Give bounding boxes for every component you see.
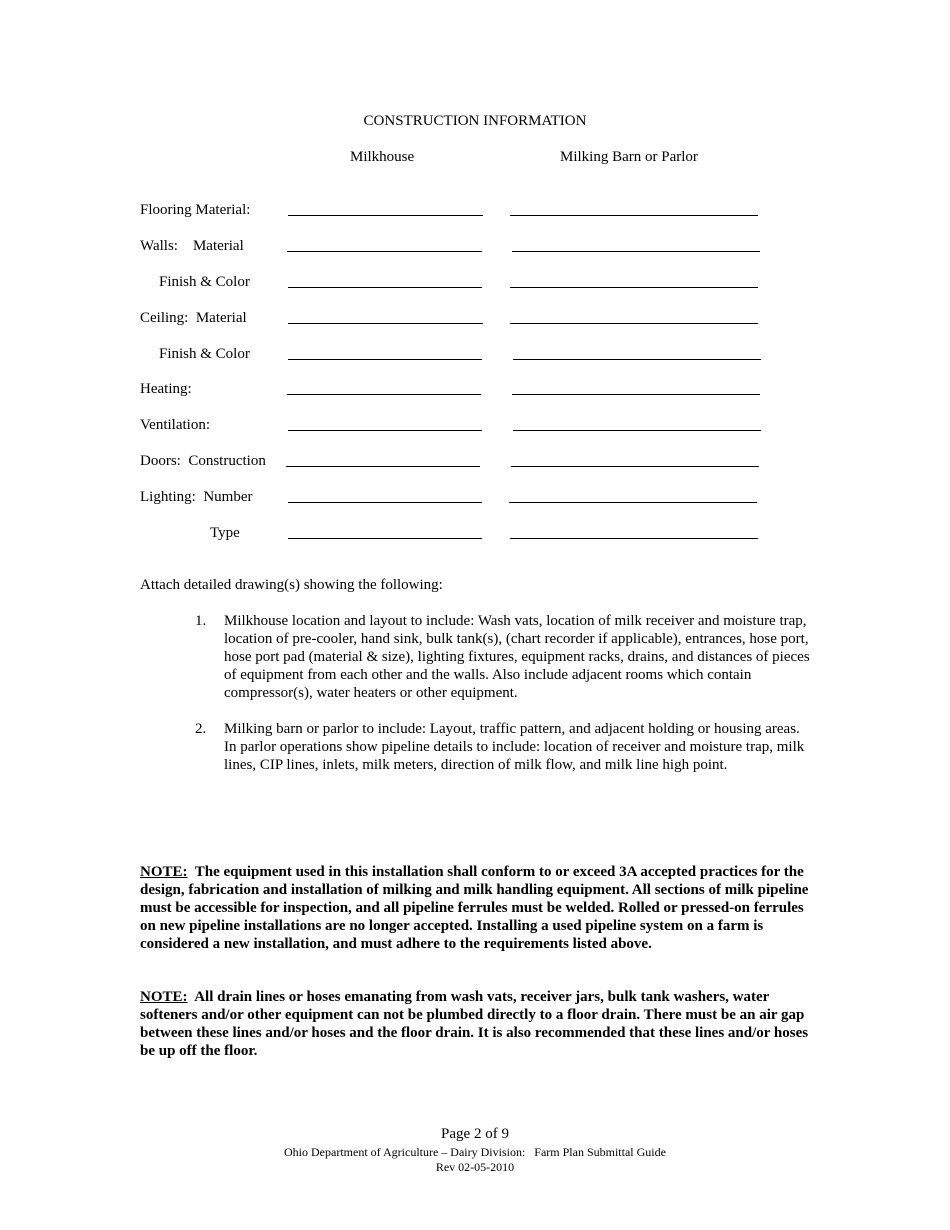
footer-organization: Ohio Department of Agriculture – Dairy Division: Farm Plan Submittal Guide xyxy=(284,1145,666,1159)
row-label-doors-construction: Doors: Construction xyxy=(140,453,266,469)
parlor-ventilation-field[interactable] xyxy=(513,430,761,431)
footer-revision: Rev 02-05-2010 xyxy=(435,1160,515,1174)
parlor-flooring-field[interactable] xyxy=(510,215,758,216)
row-label-ceiling-finish: Finish & Color xyxy=(159,346,250,362)
milkhouse-ventilation-field[interactable] xyxy=(288,430,482,431)
milkhouse-lighting-number-field[interactable] xyxy=(288,502,482,503)
column-header-parlor: Milking Barn or Parlor xyxy=(560,149,698,165)
note-pipeline-standards xyxy=(140,863,810,953)
note-text: All drain lines or hoses emanating from wash vats, receiver jars, bulk tank washers, water softeners and/or other equipment can not be plumbed directly to a floor drain. There must be an air gap between these lines and/or hoses and the floor drain. It is also recommended that these lines and/or hoses be up off the floor. xyxy=(140,989,809,1059)
parlor-ceiling-finish-field[interactable] xyxy=(513,359,761,360)
drawing-requirements-list xyxy=(195,612,815,792)
milkhouse-lighting-type-field[interactable] xyxy=(288,538,482,539)
milkhouse-doors-field[interactable] xyxy=(286,466,480,467)
page-number: Page 2 of 9 xyxy=(441,1126,509,1142)
row-label-walls-finish: Finish & Color xyxy=(159,274,250,290)
row-label-lighting-type: Type xyxy=(210,525,240,541)
list-item-text: Milkhouse location and layout to include: Wash vats, location of milk receiver and moisture trap, location of pre-cooler, hand sink, bulk tank(s), (chart recorder if applicable), entrances, hose port, hose port pad (material & size), lighting fixtures, equipment racks, drains, and distances of pieces of equipment from each other and the walls. Also include adjacent rooms which contain compressor(s), water heaters or other equipment. xyxy=(224,613,810,701)
milkhouse-heating-field[interactable] xyxy=(287,394,481,395)
parlor-doors-field[interactable] xyxy=(511,466,759,467)
attach-instructions: Attach detailed drawing(s) showing the following: xyxy=(140,577,443,593)
note-text: The equipment used in this installation shall conform to or exceed 3A accepted practices for the design, fabrication and installation of milking and milk handling equipment. All sections of milk pipeline must be accessible for inspection, and all pipeline ferrules must be welded. Rolled or pressed-on ferrules on new pipeline installations are no longer accepted. Installing a used pipeline system on a farm is considered a new installation, and must adhere to the requirements listed above. xyxy=(140,864,809,952)
row-label-heating: Heating: xyxy=(140,381,192,397)
parlor-walls-material-field[interactable] xyxy=(512,251,760,252)
row-label-flooring: Flooring Material: xyxy=(140,202,251,218)
list-item-number: 1. xyxy=(195,613,207,629)
list-item-text: Milking barn or parlor to include: Layout, traffic pattern, and adjacent holding or housing areas. In parlor operations show pipeline details to include: location of receiver and moisture trap, milk lines, CIP lines, inlets, milk meters, direction of milk flow, and milk line high point. xyxy=(224,721,805,773)
list-item-number: 2. xyxy=(195,721,207,737)
parlor-lighting-number-field[interactable] xyxy=(509,502,757,503)
row-label-walls-material: Walls: Material xyxy=(140,238,244,254)
list-item xyxy=(195,720,815,774)
list-item xyxy=(195,612,815,702)
milkhouse-ceiling-material-field[interactable] xyxy=(288,323,483,324)
note-label: NOTE: xyxy=(140,864,188,880)
parlor-lighting-type-field[interactable] xyxy=(510,538,758,539)
parlor-heating-field[interactable] xyxy=(512,394,760,395)
milkhouse-walls-finish-field[interactable] xyxy=(288,287,482,288)
note-label: NOTE: xyxy=(140,989,188,1005)
parlor-ceiling-material-field[interactable] xyxy=(510,323,758,324)
page-title: CONSTRUCTION INFORMATION xyxy=(363,113,587,129)
milkhouse-flooring-field[interactable] xyxy=(288,215,483,216)
row-label-lighting-number: Lighting: Number xyxy=(140,489,253,505)
milkhouse-ceiling-finish-field[interactable] xyxy=(288,359,482,360)
note-drain-lines xyxy=(140,988,810,1060)
column-header-milkhouse: Milkhouse xyxy=(350,149,415,165)
row-label-ceiling-material: Ceiling: Material xyxy=(140,310,247,326)
milkhouse-walls-material-field[interactable] xyxy=(287,251,482,252)
parlor-walls-finish-field[interactable] xyxy=(510,287,758,288)
row-label-ventilation: Ventilation: xyxy=(140,417,210,433)
